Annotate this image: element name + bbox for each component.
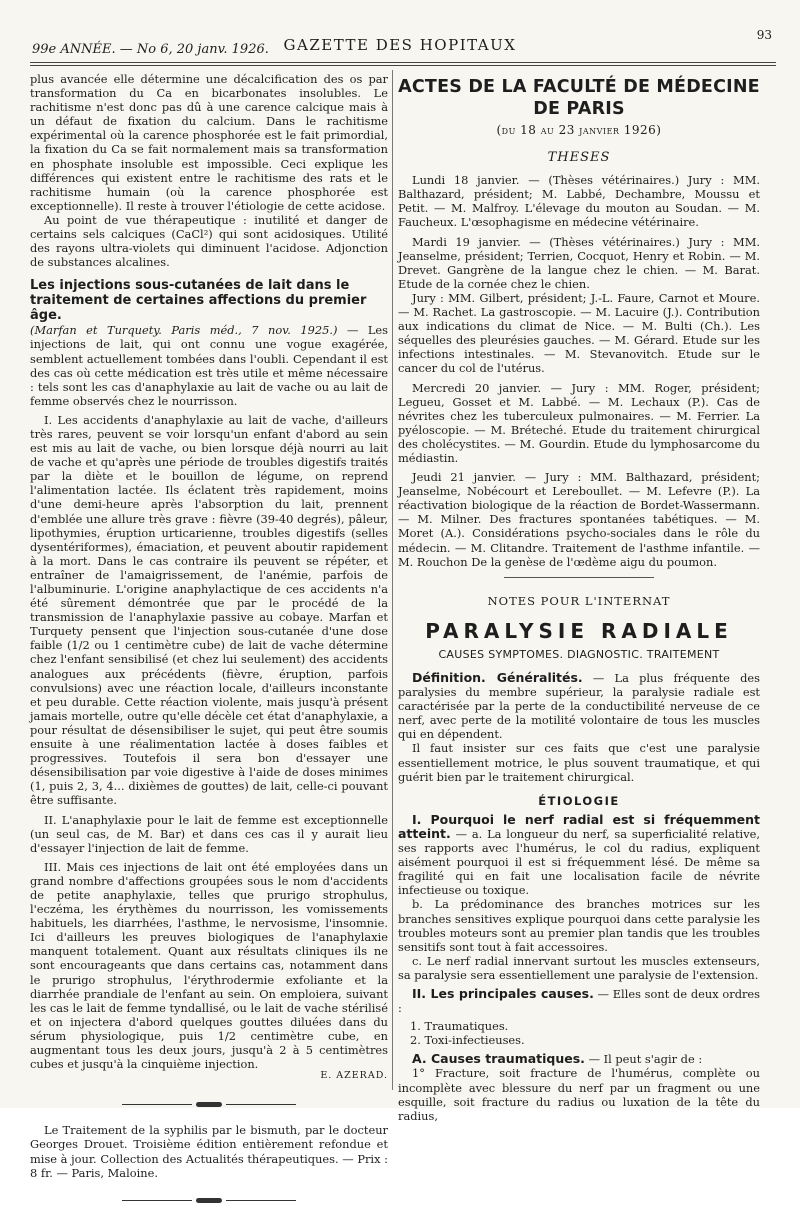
book-notice: Le Traitement de la syphilis par le bismuth, par le docteur Georges Drouet. Troisième édition entièrement refondue et mise à jour. Collection des Actualités thérapeutiques. — Prix : 8 fr. — Paris, Maloine. <box>30 1123 388 1180</box>
question-2-text: — Elles sont de deux ordres : <box>398 986 761 1016</box>
causes-traumatiques-lead: A. Causes traumatiques. <box>412 1051 585 1067</box>
section-2: II. L'anaphylaxie pour le lait de femme est exceptionnelle (un seul cas, de M. Bar) et dans ces cas il y aurait lieu d'essayer l'injection de lait de femme. <box>30 812 388 855</box>
author-signature: E. AZERAD. <box>320 1070 388 1082</box>
theses-mardi-jury: Jury : MM. Gilbert, président; J.-L. Faure, Carnot et Moure. — M. Rachet. La gastroscopie. — M. Lacuire (J.). Contribution aux indications du climat de Nice. — M. Bulti (Ch.). Les séquelles des pleurésies gauches. — M. Gérard. Etude sur les infections intestinales. — M. Stevanovitch. Etude sur le cancer du col de l'utérus. <box>398 290 760 376</box>
page-number: 93 <box>756 28 772 42</box>
theses-lundi: Lundi 18 janvier. — (Thèses vétérinaires.) Jury : MM. Balthazard, président; M. Labbé, Dechambre, Moussu et Petit. — M. Malfroy. L'élevage du mouton au Soudan. — M. Faucheux. L'œsophagisme en médecine vétérinaire. <box>398 173 760 230</box>
question-1-c: c. Le nerf radial innervant surtout les muscles extenseurs, sa paralysie sera essentiellement une paralysie de l'extension. <box>398 953 760 982</box>
header-rule <box>30 62 776 66</box>
definition-paragraph <box>398 671 760 741</box>
section-rule <box>504 577 654 578</box>
list-item: 2. Toxi-infectieuses. <box>410 1033 525 1048</box>
injections-authors: (Marfan et Turquety. Paris méd., 7 nov. 1925.) <box>30 323 338 338</box>
question-1-b: b. La prédominance des branches motrices sur les branches sensitives explique pourquoi dans cette paralysie les troubles moteurs sont au premier plan tandis que les troubles sensitifs sont tout à fait accessoires. <box>398 897 760 954</box>
paralysie-subtitle: CAUSES SYMPTOMES. DIAGNOSTIC. TRAITEMENT <box>438 647 720 661</box>
causes-traumatiques-text: — Il peut s'agir de : <box>588 1052 703 1067</box>
list-item: 1. Traumatiques. <box>410 1019 509 1034</box>
theses-heading: THESES <box>547 150 611 166</box>
section-3: III. Mais ces injections de lait ont été employées dans un grand nombre d'affections groupées sous le nom d'accidents de petite anaphylaxie, telles que prurigo strophulus, l'eczéma, les érythèmes du nourrisson, les vomissements habituels, les diarrhées, l'asthme, le nervosisme, l'insomnie. Ici d'ailleurs les preuves biologiques de l'anaphylaxie manquent totalement. Quant aux résultats cliniques ils ne sont encourageants que dans certains cas, notamment dans le prurigo strophulus, l'érythrodermie exfoliante et la diarrhée prandiale de l'enfant au sein. On emploiera, suivant les cas le lait de femme tyndallisé, ou le lait de vache stérilisé et on injectera d'abord quelques gouttes diluées dans du sérum physiologique, puis 1/2 centimètre cube, en augmentant tous les deux jours, jusqu'à 2 à 5 centimètres cubes et jusqu'à la cinquième injection. <box>30 859 388 1072</box>
theses-mardi: Mardi 19 janvier. — (Thèses vétérinaires.) Jury : MM. Jeanselme, président; Terrien, Cocquot, Henry et Robin. — M. Drevet. Gangrène de la langue chez le chien. — M. Barat. Etude de la cornée chez le chien. <box>398 234 760 291</box>
theses-mercredi: Mercredi 20 janvier. — Jury : MM. Roger, président; Legueu, Gosset et M. Labbé. — M. Lechaux (P.). Cas de névrites chez les tuberculeux pulmonaires. — M. Ferrier. La pyéloscopie. — M. Bréteché. Etude du traitement chirurgical des cholécystites. — M. Gourdin. Etude du lymphosarcome du médiastin. <box>398 380 760 465</box>
column-divider <box>392 70 393 1090</box>
definition-lead: Définition. Généralités. <box>412 670 583 685</box>
etiologie-heading: ÉTIOLOGIE <box>538 793 620 808</box>
definition-text: — La plus fréquente des paralysies du membre supérieur, la paralysie radiale est caractérisée par la perte de la conductibilité nerveuse de ce nerf, avec perte de la motilité volontaire de tous les muscles qui en dépendent. <box>398 671 760 742</box>
ornament-divider-bottom <box>30 1194 388 1208</box>
issue-line: 99e ANNÉE. — No 6, 20 janv. 1926. <box>32 42 269 57</box>
section-1: I. Les accidents d'anaphylaxie au lait de vache, d'ailleurs très rares, peuvent se voir lorsqu'un enfant d'abord au sein est mis au lait de vache, ou bien lorsque déjà nourri au lait de vache et qu'après une période de troubles digestifs traités par la diète et le bouillon de légume, on reprend l'alimentation lactée. Ils éclatent très rapidement, moins d'une demi-heure après l'absorption du lait, prennent d'emblée une allure très grave : fièvre (39-40 degrés), pâleur, lipothymies, éruption urticarienne, troubles digestifs (selles dysentériformes), émaciation, et peuvent aboutir rapidement à la mort. Dans le cas contraire ils peuvent se répéter, et entraîner de l'amaigrissement, de l'anémie, parfois de l'albuminurie. L'origine anaphylactique de ces accidents n'a été sûrement démontrée que par le procédé de la transmission de l'anaphylaxie passive au cobaye. Marfan et Turquety pensent que l'injection sous-cutanée d'une dose faible (1/2 ou 1 centimètre cube) de lait de vache détermine chez l'enfant sensibilisé (et chez lui seulement) des accidents analogues aux précédents (fièvre, éruption, parfois convulsions) avec une réaction locale, d'ailleurs inconstante et peu durable. Cette réaction violente, mais jusqu'à présent jamais mortelle, outre qu'elle décèle cet état d'anaphylaxie, a pour résultat de désensibiliser le sujet, qui peut être soumis ensuite à une réalimentation lactée à doses faibles et progressives. Toutefois il sera bon d'essayer une désensibilisation par voie digestive à l'aide de doses minimes (1, puis 2, 3, 4... dixièmes de gouttes) de lait, celle-ci pouvant être suffisante. <box>30 412 388 808</box>
page-header <box>20 28 780 58</box>
fracture-paragraph: 1° Fracture, soit fracture de l'humérus, complète ou incomplète avec blessure du nerf par un fragment ou une esquille, soit fracture du radius ou luxation de la tête du radius, <box>398 1066 760 1123</box>
question-2-lead: II. Les principales causes. <box>412 985 594 1001</box>
left-column <box>30 72 388 1220</box>
paralysie-title: PARALYSIE RADIALE <box>425 618 733 643</box>
question-2 <box>398 987 760 1015</box>
injections-intro-text: — Les injections de lait, qui ont connu une vogue exagérée, semblent actuellement tombées dans l'oubli. Cependant il est des cas où cette médication est très utile et même nécessaire : tels sont les cas d'anaphylaxie au lait de vache ou au lait de femme observés chez le nourrisson. <box>30 323 388 408</box>
question-1-lead: I. Pourquoi le nerf radial est si fréquemment atteint. <box>398 811 760 841</box>
right-column <box>398 72 760 1123</box>
notes-heading: NOTES POUR L'INTERNAT <box>487 593 671 608</box>
ornament-divider <box>30 1097 388 1111</box>
question-1-a: — a. La longueur du nerf, sa superficialité relative, ses rapports avec l'humérus, le col du radius, expliquent aisément pourquoi il est si fréquemment lésé. De même sa fragilité qui en fait une localisation facile de névrite infectieuse ou toxique. <box>398 826 760 898</box>
actes-title: ACTES DE LA FACULTÉ DE MÉDECINE DE PARIS <box>398 77 760 119</box>
theses-jeudi: Jeudi 21 janvier. — Jury : MM. Balthazard, président; Jeanselme, Nobécourt et Lereboullet. — M. Lefevre (P.). La réactivation biologique de la réaction de Bordet-Wassermann. — M. Milner. Des fractures spontanées tabétiques. — M. Moret (A.). Considérations psycho-sociales dans le rôle du médecin. — M. Clitandre. Traitement de l'asthme infantile. — M. Rouchon De la genèse de l'œdème aigu du poumon. <box>398 470 760 569</box>
therapeutic-paragraph: Au point de vue thérapeutique : inutilité et danger de certains sels calciques (CaCl²) qui sont acidosiques. Utilité des rayons ultra-violets qui diminuent l'acidose. Adjonction de substances alcalines. <box>30 212 388 270</box>
article-continuation: plus avancée elle détermine une décalcification des os par transformation du Ca en bicarbonates insolubles. Le rachitisme n'est donc pas dû à une carence calcique mais à un défaut de fixation du calcium. Dans le rachitisme expérimental où la carence phosphorée est le fait primordial, la fixation du Ca se fait normalement mais sa transformation en phosphate insoluble est impossible. Ceci explique les différences qui existent entre le rachitisme des rats et le rachitisme humain (où la carence phosphorée est exceptionnelle). Il reste à trouver l'étiologie de cette acidose. <box>30 72 388 213</box>
question-1 <box>398 813 760 898</box>
injections-heading: Les injections sous-cutanées de lait dans le traitement de certaines affections du premier âge. <box>30 278 367 324</box>
causes-list <box>398 1019 760 1047</box>
causes-traumatiques <box>398 1052 760 1066</box>
definition-insist: Il faut insister sur ces faits que c'est une paralysie essentiellement motrice, le plus souvent traumatique, et qui guérit bien par le traitement chirurgical. <box>398 741 760 784</box>
journal-title: GAZETTE DES HOPITAUX <box>283 36 517 54</box>
actes-dates: (du 18 au 23 janvier 1926) <box>496 123 662 137</box>
injections-intro <box>30 323 388 408</box>
